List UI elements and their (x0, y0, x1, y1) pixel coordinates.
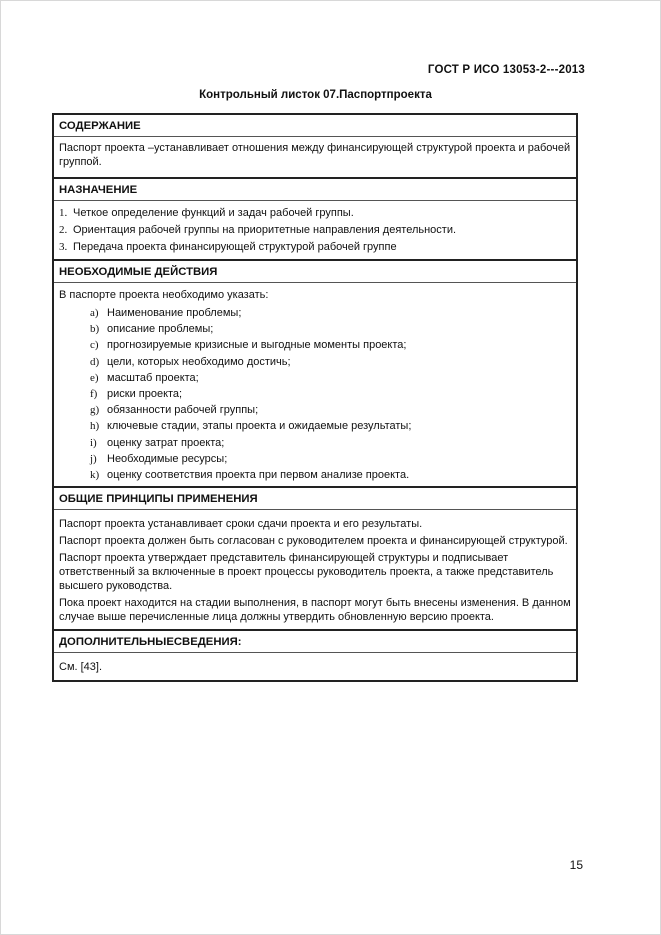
list-marker: g) (90, 404, 100, 417)
section-actions (54, 259, 576, 486)
list-item (59, 239, 571, 255)
checklist-table (52, 113, 578, 682)
list-item-text: Передача проекта финансирующей структурой рабочей группе (73, 241, 397, 253)
list-item-text: цели, которых необходимо достичь; (107, 355, 291, 368)
list-item-text: описание проблемы; (107, 323, 214, 336)
list-marker: b) (90, 323, 100, 336)
list-marker: 1. (59, 207, 68, 219)
principles-paragraph: Пока проект находится на стадии выполнения, в паспорт могут быть внесены изменения. В данном случае выше перечисленные лица должны утвердить обновленную версию проекта. (59, 597, 571, 624)
section-principles (54, 486, 576, 629)
list-item (90, 354, 571, 370)
list-item (59, 205, 571, 221)
list-item-text: обязанности рабочей группы; (107, 404, 259, 417)
section-content (54, 115, 576, 177)
standard-code: ГОСТ Р ИСО 13053-2---2013 (427, 64, 585, 76)
list-item-text: Четкое определение функций и задач рабочей группы. (73, 207, 354, 219)
document-title: Контрольный листок 07.Паспортпроекта (199, 89, 432, 101)
list-item (90, 370, 571, 386)
page-number: 15 (569, 858, 583, 872)
section-heading: СОДЕРЖАНИЕ (54, 115, 576, 137)
purpose-list (59, 205, 571, 255)
list-marker: k) (90, 468, 100, 481)
actions-intro: В паспорте проекта необходимо указать: (59, 289, 269, 301)
list-marker: 2. (59, 224, 68, 236)
list-marker: j) (90, 452, 97, 465)
additional-text: См. [43]. (59, 661, 103, 674)
list-marker: f) (90, 388, 98, 401)
list-marker: h) (90, 420, 100, 433)
list-item-text: Ориентация рабочей группы на приоритетные направления деятельности. (73, 224, 457, 236)
list-marker: a) (90, 307, 99, 320)
section-heading: НАЗНАЧЕНИЕ (54, 179, 576, 201)
list-marker: i) (90, 436, 97, 449)
actions-list (59, 305, 571, 483)
list-marker: 3. (59, 241, 68, 253)
list-item-text: Необходимые ресурсы; (107, 452, 228, 465)
section-heading: НЕОБХОДИМЫЕ ДЕЙСТВИЯ (54, 261, 576, 283)
list-item (90, 305, 571, 321)
list-item (59, 222, 571, 238)
section-heading: ДОПОЛНИТЕЛЬНЫЕСВЕДЕНИЯ: (54, 631, 576, 653)
list-item-text: прогнозируемые кризисные и выгодные моменты проекта; (107, 339, 407, 352)
list-item (90, 467, 571, 483)
section-additional (54, 629, 576, 680)
list-item-text: оценку затрат проекта; (107, 436, 225, 449)
list-marker: c) (90, 339, 99, 352)
list-marker: e) (90, 371, 99, 384)
list-item-text: риски проекта; (107, 388, 183, 401)
principles-paragraph: Паспорт проекта устанавливает сроки сдачи проекта и его результаты. (59, 518, 423, 531)
content-text: Паспорт проекта –устанавливает отношения между финансирующей структурой проекта и рабочей группой. (59, 142, 571, 168)
section-purpose (54, 177, 576, 259)
list-item (90, 337, 571, 353)
list-item (90, 321, 571, 337)
list-item (90, 418, 571, 434)
list-item (90, 435, 571, 451)
principles-paragraph: Паспорт проекта утверждает представитель финансирующей структуры и подписывает ответственный за включенные в проект процессы руководитель проекта, а также представитель высшего руководства. (59, 552, 554, 593)
section-heading: ОБЩИЕ ПРИНЦИПЫ ПРИМЕНЕНИЯ (54, 488, 576, 510)
list-item-text: масштаб проекта; (107, 371, 199, 384)
list-item (90, 451, 571, 467)
list-item-text: оценку соответствия проекта при первом анализе проекта. (107, 468, 410, 481)
list-item-text: Наименование проблемы; (107, 307, 242, 320)
principles-paragraph: Паспорт проекта должен быть согласован с руководителем проекта и финансирующей структурой. (59, 535, 568, 548)
list-item (90, 386, 571, 402)
list-item-text: ключевые стадии, этапы проекта и ожидаемые результаты; (107, 420, 412, 433)
list-marker: d) (90, 355, 100, 368)
list-item (90, 402, 571, 418)
